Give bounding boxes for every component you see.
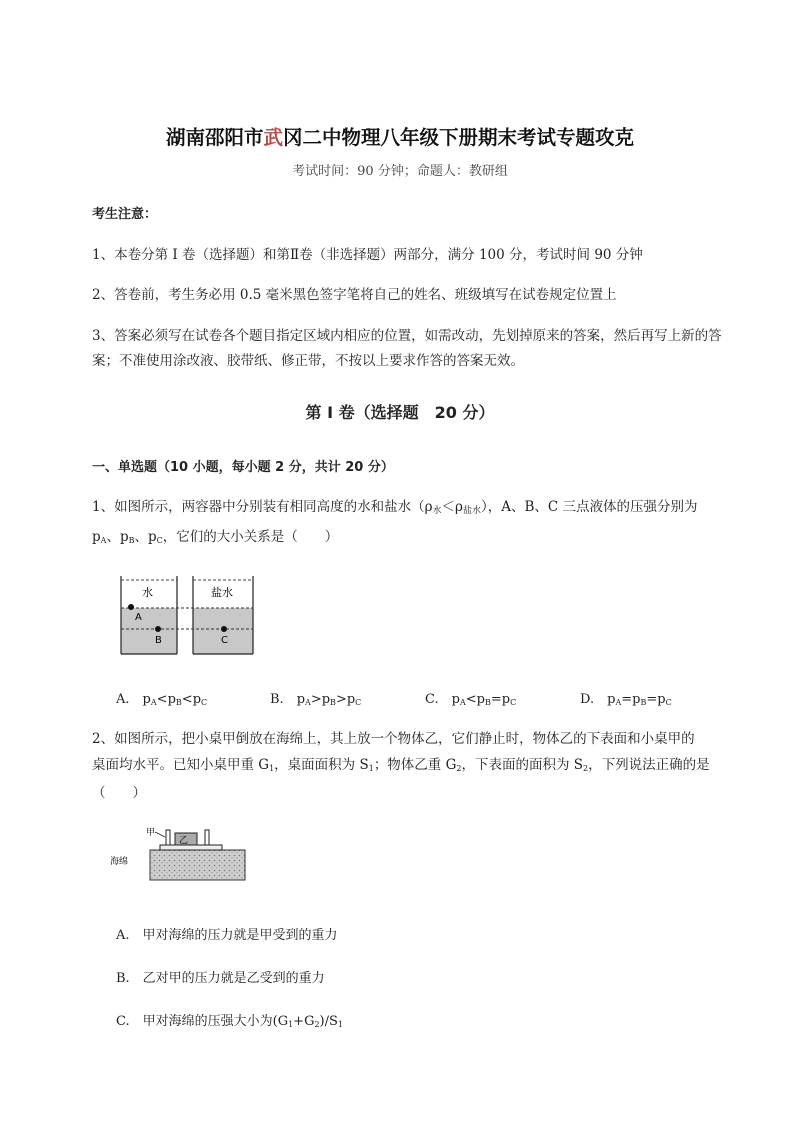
page-title: 湖南邵阳市武冈二中物理八年级下册期末考试专题攻克 — [165, 126, 635, 149]
saltwater-label: 盐水 — [211, 586, 233, 599]
q1-option-a[interactable]: A. $p_A<p_B<p_C$ — [116, 692, 208, 707]
water-label: 水 — [142, 586, 153, 599]
q2-option-c[interactable]: C. 甲对海绵的压强大小为$(G_1+G_2)/S_1$ — [116, 1014, 343, 1029]
q2-option-b[interactable]: B. 乙对甲的压力就是乙受到的重力 — [116, 971, 325, 986]
point-c-label: C — [221, 635, 228, 646]
q1-option-c[interactable]: C. $p_A<p_B=p_C$ — [425, 692, 517, 707]
notice-heading: 考生注意： — [92, 207, 158, 222]
point-b — [155, 626, 161, 632]
q1-option-b[interactable]: B. $p_A>p_B>p_C$ — [270, 692, 362, 707]
question-1-text: 1、如图所示，两容器中分别装有相同高度的水和盐水（ρ水＜ρ盐水），A、B、C 三点液体的压强分别为 $p_A$、$p_B$、$p_C$，它们的大小关系是（ ） — [92, 499, 698, 545]
question-2-figure — [108, 824, 253, 882]
question-2-text: 2、如图所示，把小桌甲倒放在海绵上，其上放一个物体乙，它们静止时，物体乙的下表面和小桌甲的 桌面均水平。已知小桌甲重 $G_1$，桌面面积为 $S_1$；物体乙重 $G_2$，下表面的面积为 $S_2$，下列说法正确的是 （ ） — [92, 731, 710, 801]
point-a-label: A — [135, 612, 142, 623]
part-heading: 一、单选题（10 小题，每小题 2 分，共计 20 分） — [92, 460, 394, 475]
sponge — [150, 850, 245, 880]
notice-item-1: 1、本卷分第 I 卷（选择题）和第Ⅱ卷（非选择题）两部分，满分 100 分，考试时间 90 分钟 — [92, 247, 643, 263]
question-1-figure — [118, 572, 268, 660]
yi-label: 乙 — [179, 836, 189, 846]
point-c — [221, 626, 227, 632]
q2-option-a[interactable]: A. 甲对海绵的压力就是甲受到的重力 — [116, 928, 338, 943]
table-jia-top — [160, 845, 222, 850]
section-title: 第 I 卷（选择题 20 分） — [305, 403, 495, 422]
point-a — [128, 604, 134, 610]
exam-info: 考试时间：90 分钟；命题人：教研组 — [292, 164, 508, 179]
jia-label: 甲 — [146, 828, 156, 838]
notice-item-3: 3、答案必须写在试卷各个题目指定区域内相应的位置，如需改动，先划掉原来的答案，然后再写上新的答案；不准使用涂改液、胶带纸、修正带，不按以上要求作答的答案无效。 — [92, 328, 722, 369]
sponge-label: 海绵 — [110, 857, 129, 867]
q1-option-d[interactable]: D. $p_A=p_B=p_C$ — [580, 692, 672, 707]
notice-item-2: 2、答卷前，考生务必用 0.5 毫米黑色签字笔将自己的姓名、班级填写在试卷规定位置上 — [92, 287, 617, 303]
point-b-label: B — [155, 635, 162, 646]
